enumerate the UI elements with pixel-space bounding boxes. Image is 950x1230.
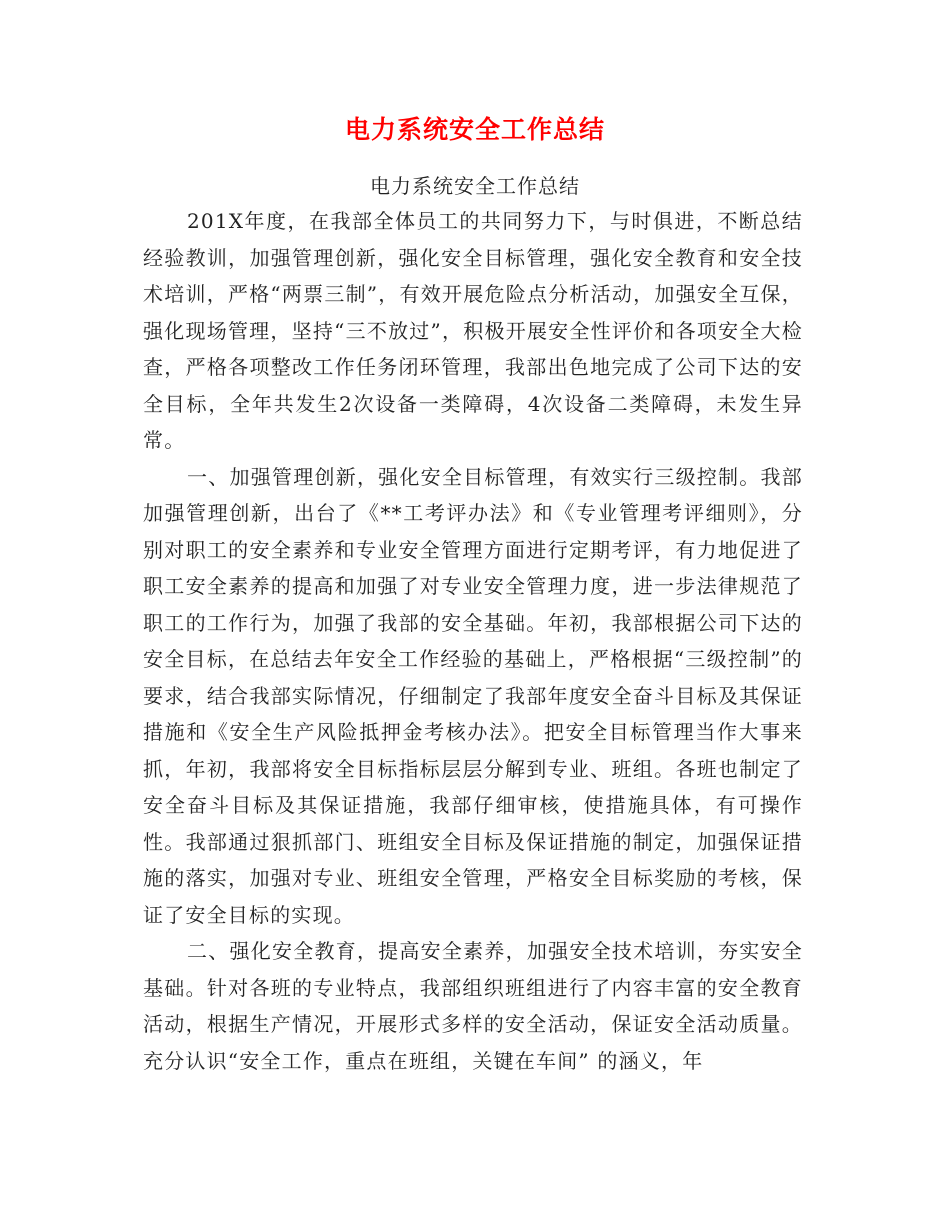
paragraph-section-1: 一、加强管理创新，强化安全目标管理，有效实行三级控制。我部加强管理创新，出台了《**工考评办法》和《专业管理考评细则》，分别对职工的安全素养和专业安全管理方面进行定期考评，有力地促进了职工安全素养的提高和加强了对专业安全管理力度，进一步法律规范了职工的工作行为，加强了我部的安全基础。年初，我部根据公司下达的安全目标，在总结去年安全工作经验的基础上，严格根据“三级控制”的要求，结合我部实际情况，仔细制定了我部年度安全奋斗目标及其保证措施和《安全生产风险抵押金考核办法》。把安全目标管理当作大事来抓，年初，我部将安全目标指标层层分解到专业、班组。各班也制定了安全奋斗目标及其保证措施，我部仔细审核，使措施具体，有可操作性。我部通过狠抓部门、班组安全目标及保证措施的制定，加强保证措施的落实，加强对专业、班组安全管理，严格安全目标奖励的考核，保证了安全目标的实现。 [143,464,803,927]
paragraph-section-2: 二、强化安全教育，提高安全素养，加强安全技术培训，夯实安全基础。针对各班的专业特点，我部组织班组进行了内容丰富的安全教育活动，根据生产情况，开展形式多样的安全活动，保证安全活动质量。充分认识“安全工作，重点在班组，关键在车间” 的涵义，年 [143,939,803,1073]
document-body [143,203,803,1079]
document-subtitle: 电力系统安全工作总结 [370,174,580,198]
paragraph-intro: 201X年度，在我部全体员工的共同努力下，与时俱进，不断总结经验教训，加强管理创新，强化安全目标管理，强化安全教育和安全技术培训，严格“两票三制”，有效开展危险点分析活动，加强安全互保，强化现场管理，坚持“三不放过”，积极开展安全性评价和各项安全大检查，严格各项整改工作任务闭环管理，我部出色地完成了公司下达的安全目标，全年共发生2次设备一类障碍，4次设备二类障碍，未发生异常。 [143,209,803,452]
document-title: 电力系统安全工作总结 [344,115,605,144]
